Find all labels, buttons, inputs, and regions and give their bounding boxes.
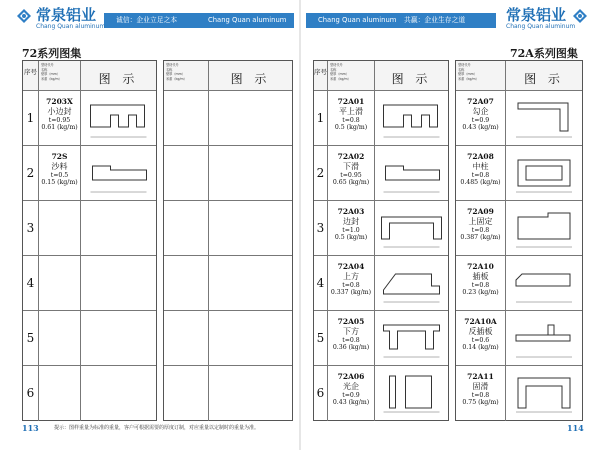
left-band-brand: Chang Quan aluminum xyxy=(208,16,287,24)
table-row xyxy=(314,311,448,366)
profile-info xyxy=(328,207,374,241)
profile-name: 下滑 xyxy=(343,162,359,171)
row-number: 2 xyxy=(23,146,39,200)
profile-info-cell xyxy=(328,146,375,200)
profile-figure xyxy=(81,91,156,145)
profile-drawing-icon xyxy=(506,201,582,255)
table-row xyxy=(164,146,292,201)
profile-drawing-icon xyxy=(375,311,448,365)
profile-figure xyxy=(375,256,448,310)
profile-figure xyxy=(81,311,156,365)
profile-outline xyxy=(382,217,442,239)
profile-code: 72A09 xyxy=(467,207,494,216)
profile-thickness: t=0.5 xyxy=(50,172,69,179)
row-number: 6 xyxy=(314,366,328,421)
profile-name: 反插板 xyxy=(468,327,493,336)
profile-info xyxy=(328,152,374,186)
profile-figure xyxy=(81,201,156,255)
table-row xyxy=(456,91,582,146)
profile-figure xyxy=(375,311,448,365)
profile-info-cell xyxy=(328,91,375,145)
table-row xyxy=(164,311,292,366)
profile-thickness: t=0.8 xyxy=(471,392,490,399)
profile-name: 上方 xyxy=(343,272,359,281)
table-row xyxy=(456,256,582,311)
profile-outline xyxy=(384,105,438,127)
profile-drawing-icon xyxy=(506,311,582,365)
profile-outline xyxy=(516,325,570,341)
profile-figure xyxy=(506,201,582,255)
profile-name: 插板 xyxy=(472,272,489,281)
profile-outline xyxy=(518,103,568,131)
left-page-title: 72系列图集 xyxy=(22,47,82,60)
profile-drawing-icon xyxy=(375,91,448,145)
brand-name-en: Chang Quan aluminum xyxy=(506,23,576,30)
profile-code: 7203X xyxy=(46,97,73,106)
profile-figure xyxy=(209,256,292,310)
table-row xyxy=(314,366,448,421)
profile-info-cell xyxy=(328,366,375,421)
table-row xyxy=(164,366,292,421)
profile-drawing-icon xyxy=(375,256,448,310)
profile-outline xyxy=(516,274,570,286)
profile-thickness: t=0.95 xyxy=(48,117,71,124)
figure-header: 图 示 xyxy=(375,61,448,90)
profile-code: 72A07 xyxy=(467,97,494,106)
figure-header: 图 示 xyxy=(81,61,156,90)
profile-drawing-icon xyxy=(375,366,448,420)
profile-figure xyxy=(209,201,292,255)
row-number: 6 xyxy=(23,366,39,421)
table-row xyxy=(23,256,156,311)
profile-info-cell xyxy=(456,256,506,310)
profile-weight: 0.485 (kg/m) xyxy=(460,179,501,186)
attr-line: 米重（kg/m） xyxy=(41,76,62,81)
profile-name: 固滑 xyxy=(472,382,489,391)
right-page-number: 114 xyxy=(567,423,584,433)
profile-info xyxy=(328,372,374,406)
row-number: 2 xyxy=(314,146,328,200)
table-row xyxy=(164,201,292,256)
profile-name: 光企 xyxy=(343,382,359,391)
profile-info-cell xyxy=(164,91,209,145)
profile-weight: 0.387 (kg/m) xyxy=(460,234,501,241)
row-number: 1 xyxy=(23,91,39,145)
profile-weight: 0.14 (kg/m) xyxy=(462,344,499,351)
table-row xyxy=(456,201,582,256)
attr-header xyxy=(456,61,506,90)
profile-outline xyxy=(518,160,570,186)
profile-outline xyxy=(93,166,147,180)
profile-code: 72A04 xyxy=(337,262,365,271)
attr-header xyxy=(164,61,209,90)
profile-figure xyxy=(209,91,292,145)
profile-info-cell xyxy=(456,146,506,200)
left-header-band xyxy=(104,13,294,28)
attr-line: 名称 xyxy=(41,67,48,72)
profile-info-cell xyxy=(39,366,81,421)
profile-info-cell xyxy=(164,311,209,365)
left-page-number: 113 xyxy=(22,423,39,433)
profile-weight: 0.23 (kg/m) xyxy=(462,289,499,296)
table-row xyxy=(164,91,292,146)
profile-info-cell xyxy=(328,256,375,310)
row-number: 3 xyxy=(23,201,39,255)
profile-outline xyxy=(384,325,440,349)
row-number: 4 xyxy=(23,256,39,310)
profile-figure xyxy=(81,256,156,310)
table-row xyxy=(164,256,292,311)
profile-outline xyxy=(91,105,145,127)
profile-outline xyxy=(518,213,570,239)
row-number: 5 xyxy=(23,311,39,365)
profile-code: 72A03 xyxy=(337,207,365,216)
profile-name: 沙料 xyxy=(51,162,68,171)
profile-thickness: t=0.9 xyxy=(471,117,490,124)
profile-info-cell xyxy=(39,311,81,365)
profile-figure xyxy=(209,366,292,421)
profile-info xyxy=(456,207,505,241)
profile-drawing-icon xyxy=(81,146,156,200)
company-logo-icon xyxy=(572,8,588,24)
brand-name-cn: 常泉铝业 xyxy=(36,6,97,24)
profile-info xyxy=(456,152,505,186)
profile-info-cell xyxy=(39,201,81,255)
attr-header xyxy=(328,61,375,90)
brand-name-cn: 常泉铝业 xyxy=(506,6,567,24)
profile-figure xyxy=(81,146,156,200)
profile-code: 72A05 xyxy=(337,317,365,326)
profile-table-left-a xyxy=(22,60,157,421)
profile-name: 勾企 xyxy=(472,107,489,116)
profile-figure xyxy=(375,201,448,255)
attr-line: 型材代号 xyxy=(41,63,54,67)
brand-name-en: Chang Quan aluminum xyxy=(36,23,106,30)
profile-table-right-a xyxy=(313,60,449,421)
table-row xyxy=(456,366,582,421)
profile-info xyxy=(328,317,374,351)
profile-thickness: t=0.8 xyxy=(471,282,490,289)
table-row xyxy=(456,146,582,201)
profile-info-cell xyxy=(39,146,81,200)
table-header xyxy=(314,61,448,91)
profile-thickness: t=0.8 xyxy=(342,282,360,289)
page-spine xyxy=(299,0,301,450)
profile-weight: 0.5 (kg/m) xyxy=(334,124,368,131)
attr-line: 名称 xyxy=(330,67,337,72)
profile-drawing-icon xyxy=(506,366,582,420)
profile-drawing-icon xyxy=(506,146,582,200)
profile-weight: 0.61 (kg/m) xyxy=(41,124,78,131)
profile-code: 72A06 xyxy=(337,372,365,381)
table-row xyxy=(23,311,156,366)
profile-info xyxy=(328,262,374,296)
profile-code: 72A08 xyxy=(467,152,494,161)
profile-thickness: t=1.0 xyxy=(342,227,360,234)
profile-info-cell xyxy=(328,201,375,255)
right-page-title: 72A系列图集 xyxy=(510,47,578,60)
profile-figure xyxy=(209,146,292,200)
profile-info xyxy=(328,97,374,131)
profile-info xyxy=(456,262,505,296)
profile-info-cell xyxy=(39,256,81,310)
table-row xyxy=(23,91,156,146)
profile-outline xyxy=(386,166,440,180)
profile-figure xyxy=(506,256,582,310)
profile-drawing-icon xyxy=(375,201,448,255)
profile-figure xyxy=(375,91,448,145)
profile-thickness: t=0.8 xyxy=(342,337,360,344)
attr-line: 壁厚（mm） xyxy=(458,72,477,76)
profile-figure xyxy=(209,311,292,365)
right-logo xyxy=(506,4,592,32)
profile-thickness: t=0.95 xyxy=(340,172,362,179)
table-row xyxy=(314,256,448,311)
attr-line: 名称 xyxy=(166,67,173,72)
profile-info xyxy=(456,97,505,131)
attr-line: 米重（kg/m） xyxy=(330,76,351,81)
profile-info-cell xyxy=(164,201,209,255)
profile-figure xyxy=(506,311,582,365)
profile-info-cell xyxy=(456,311,506,365)
seq-header: 序号 xyxy=(314,61,328,90)
profile-info-cell xyxy=(456,91,506,145)
attr-line: 名称 xyxy=(458,67,465,72)
seq-header: 序号 xyxy=(23,61,39,90)
profile-drawing-icon xyxy=(506,256,582,310)
profile-code: 72S xyxy=(51,152,68,161)
table-header xyxy=(164,61,292,91)
row-number: 4 xyxy=(314,256,328,310)
profile-weight: 0.337 (kg/m) xyxy=(330,289,372,296)
attr-line: 米重（kg/m） xyxy=(458,76,479,81)
profile-info-cell xyxy=(164,146,209,200)
row-number: 1 xyxy=(314,91,328,145)
profile-info-cell xyxy=(328,311,375,365)
profile-outline xyxy=(518,378,570,408)
table-row xyxy=(23,201,156,256)
profile-weight: 0.43 (kg/m) xyxy=(462,124,499,131)
profile-table-right-b xyxy=(455,60,583,421)
left-logo xyxy=(16,4,106,32)
profile-outline xyxy=(390,376,432,408)
profile-thickness: t=0.6 xyxy=(471,337,490,344)
profile-drawing-icon xyxy=(81,91,156,145)
profile-code: 72A10 xyxy=(467,262,494,271)
profile-code: 72A10A xyxy=(464,317,497,326)
profile-weight: 0.5 (kg/m) xyxy=(334,234,368,241)
profile-info-cell xyxy=(164,366,209,421)
profile-thickness: t=0.8 xyxy=(342,117,360,124)
profile-info-cell xyxy=(164,256,209,310)
right-band-brand: Chang Quan aluminum xyxy=(318,16,397,24)
profile-drawing-icon xyxy=(375,146,448,200)
profile-figure xyxy=(375,146,448,200)
attr-header xyxy=(39,61,81,90)
profile-name: 上固定 xyxy=(468,217,493,226)
weight-note: 提示：图样重量为标准的重量，客户可根据需要的厚度订制，对应重量以定制时的重量为准。 xyxy=(54,425,260,431)
attr-line: 型材代号 xyxy=(330,63,343,67)
attr-line: 壁厚（mm） xyxy=(166,72,185,76)
table-row xyxy=(314,201,448,256)
profile-figure xyxy=(81,366,156,421)
profile-thickness: t=0.9 xyxy=(342,392,360,399)
profile-code: 72A02 xyxy=(337,152,365,161)
profile-drawing-icon xyxy=(506,91,582,145)
profile-info-cell xyxy=(456,201,506,255)
left-motto: 诚信：企业立足之本 xyxy=(116,16,178,24)
table-row xyxy=(314,91,448,146)
profile-outline xyxy=(384,274,440,294)
figure-header: 图 示 xyxy=(209,61,292,90)
profile-figure xyxy=(506,91,582,145)
profile-name: 小边封 xyxy=(47,107,72,116)
profile-info-cell xyxy=(39,91,81,145)
profile-thickness: t=0.8 xyxy=(471,172,490,179)
profile-info xyxy=(39,152,80,186)
profile-table-left-b xyxy=(163,60,293,421)
profile-weight: 0.15 (kg/m) xyxy=(41,179,78,186)
company-logo-icon xyxy=(16,8,32,24)
profile-figure xyxy=(506,146,582,200)
table-row xyxy=(23,366,156,421)
attr-line: 型材代号 xyxy=(458,63,471,67)
table-row xyxy=(23,146,156,201)
attr-line: 米重（kg/m） xyxy=(166,76,187,81)
profile-info xyxy=(39,97,80,131)
profile-info xyxy=(456,372,505,406)
right-motto: 共赢：企业生存之道 xyxy=(404,16,466,24)
row-number: 3 xyxy=(314,201,328,255)
table-row xyxy=(314,146,448,201)
profile-name: 平上滑 xyxy=(339,107,363,116)
profile-thickness: t=0.8 xyxy=(471,227,490,234)
profile-info xyxy=(456,317,505,351)
profile-code: 72A11 xyxy=(467,372,494,381)
attr-line: 壁厚（mm） xyxy=(330,72,349,76)
table-row xyxy=(456,311,582,366)
profile-info-cell xyxy=(456,366,506,421)
table-header xyxy=(23,61,156,91)
profile-code: 72A01 xyxy=(337,97,365,106)
profile-name: 中柱 xyxy=(472,162,489,171)
profile-weight: 0.36 (kg/m) xyxy=(332,344,370,351)
profile-name: 下方 xyxy=(343,327,359,336)
row-number: 5 xyxy=(314,311,328,365)
table-header xyxy=(456,61,582,91)
figure-header: 图 示 xyxy=(506,61,582,90)
profile-figure xyxy=(506,366,582,421)
profile-name: 边封 xyxy=(343,217,359,226)
profile-weight: 0.65 (kg/m) xyxy=(332,179,370,186)
profile-weight: 0.43 (kg/m) xyxy=(332,399,370,406)
profile-weight: 0.75 (kg/m) xyxy=(462,399,499,406)
attr-line: 型材代号 xyxy=(166,63,179,67)
right-header-band xyxy=(306,13,496,28)
profile-figure xyxy=(375,366,448,421)
attr-line: 壁厚（mm） xyxy=(41,72,60,76)
